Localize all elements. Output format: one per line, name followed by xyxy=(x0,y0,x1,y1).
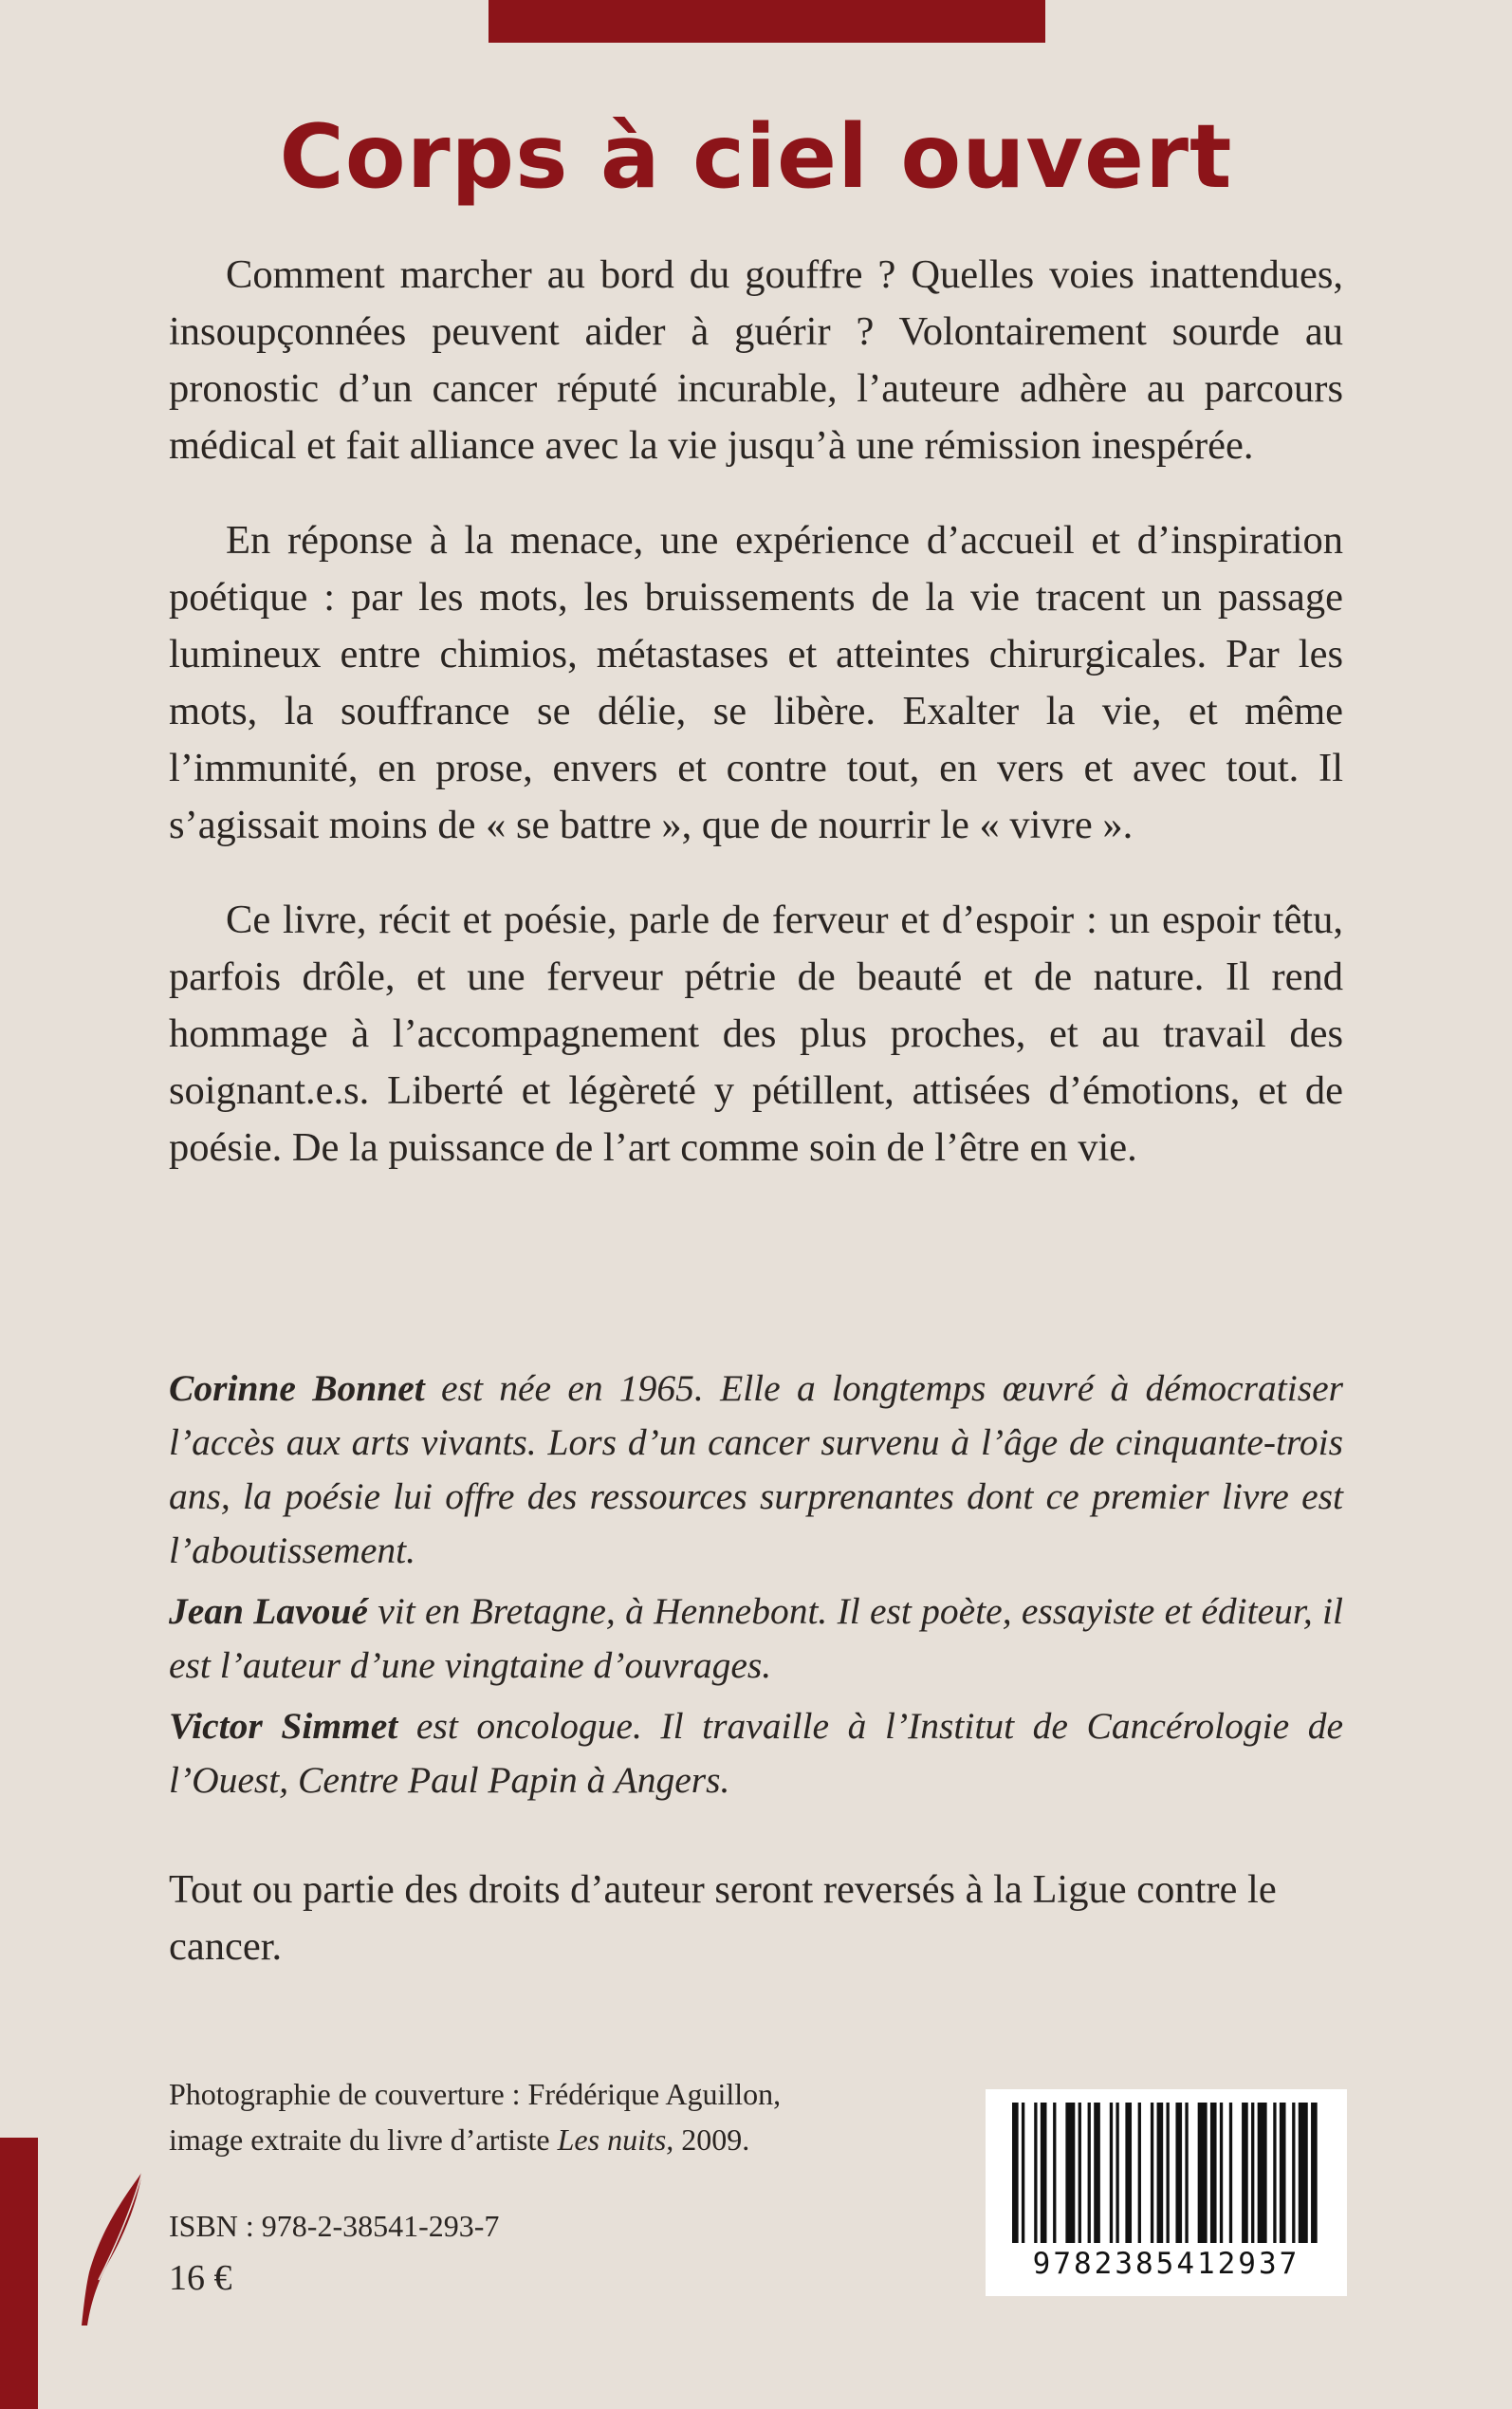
barcode-bar xyxy=(1138,2103,1141,2243)
barcode-bar xyxy=(1185,2103,1188,2243)
credit-line-1: Photographie de couverture : Frédérique Aguillon, xyxy=(169,2077,782,2111)
bio-name: Corinne Bonnet xyxy=(169,1367,425,1409)
bio-victor-simmet xyxy=(169,1699,1343,1807)
rights-notice: Tout ou partie des droits d’auteur seront reversés à la Ligue contre le cancer. xyxy=(169,1867,1277,1969)
side-color-band xyxy=(0,2138,38,2409)
cover-photo-credit xyxy=(169,2071,928,2162)
isbn-barcode xyxy=(986,2089,1347,2296)
credit-prefix: image extraite du livre d’artiste xyxy=(169,2122,558,2157)
barcode-bar xyxy=(1053,2103,1056,2243)
barcode-bar xyxy=(1157,2103,1164,2243)
summary-paragraph: Ce livre, récit et poésie, parle de ferveur et d’espoir : un espoir têtu, parfois drôle, et une ferveur pétrie de beauté et de nature. Il rend hommage à l’accompagnement des plus proches, et au travail des soignant.e.s. Liberté et légèreté y pétillent, attisées d’émotions, et de poésie. De la puissance de l’art comme soin de l’être en vie. xyxy=(169,898,1343,1170)
barcode-bar xyxy=(1210,2103,1217,2243)
barcode-bar xyxy=(1125,2103,1132,2243)
price-text: 16 € xyxy=(169,2258,232,2298)
barcode-number: 9782385412937 xyxy=(1032,2247,1300,2281)
barcode-bar xyxy=(1094,2103,1100,2243)
barcode-bar xyxy=(1088,2103,1091,2243)
book-title: Corps à ciel ouvert xyxy=(279,105,1233,208)
barcode-bar xyxy=(1251,2103,1254,2243)
feather-logo-icon xyxy=(74,2168,159,2329)
barcode-bar xyxy=(1280,2103,1286,2243)
bio-jean-lavoue xyxy=(169,1584,1343,1693)
barcode-bar xyxy=(1229,2103,1232,2243)
book-summary xyxy=(169,247,1343,1214)
barcode-bar xyxy=(1022,2103,1024,2243)
bio-text: est née en 1965. Elle a longtemps œuvré à démocratiser l’accès aux arts vivants. Lors d’un cancer survenu à l’âge de cinquante-trois ans, la poésie lui offre des ressources surprenantes dont ce premier livre est l’aboutissement. xyxy=(169,1367,1343,1571)
author-bios xyxy=(169,1362,1343,1814)
bio-text: est oncologue. Il travaille à l’Institut de Cancérologie de l’Ouest, Centre Paul Papin à Angers. xyxy=(169,1705,1344,1801)
bio-name: Jean Lavoué xyxy=(169,1590,368,1632)
summary-paragraph: Comment marcher au bord du gouffre ? Quelles voies inattendues, insoupçonnées peuvent aider à guérir ? Volontairement sourde au pronostic d’un cancer réputé incurable, l’auteure adhère au parcours médical et fait alliance avec la vie jusqu’à une rémission inespérée. xyxy=(169,252,1343,468)
barcode-bar xyxy=(1065,2103,1075,2243)
barcode-bar xyxy=(1258,2103,1267,2243)
barcode-bar xyxy=(1151,2103,1153,2243)
bio-corinne-bonnet xyxy=(169,1362,1343,1578)
barcode-bar xyxy=(1299,2103,1308,2243)
credit-work-title: Les nuits, xyxy=(557,2122,674,2157)
bio-text: vit en Bretagne, à Hennebont. Il est poète, essayiste et éditeur, il est l’auteur d’une vingtaine d’ouvrages. xyxy=(169,1590,1343,1686)
barcode-bar xyxy=(1198,2103,1208,2243)
summary-paragraph: En réponse à la menace, une expérience d’accueil et d’inspiration poétique : par les mots, les bruissements de la vie tracent un passage lumineux entre chimios, métastases et atteintes chirurgicales. Par les mots, la souffrance se délie, se libère. Exalter la vie, et même l’immunité, en prose, envers et contre tout, en vers et avec tout. Il s’agissait moins de « se battre », que de nourrir le « vivre ». xyxy=(169,518,1343,847)
barcode-bar xyxy=(1175,2103,1182,2243)
barcode-bar xyxy=(1034,2103,1037,2243)
barcode-bar xyxy=(1220,2103,1223,2243)
barcode-bar xyxy=(1242,2103,1248,2243)
barcode-bar xyxy=(1041,2103,1047,2243)
barcode-bar xyxy=(1167,2103,1170,2243)
barcode-bar xyxy=(1012,2103,1019,2243)
bio-name: Victor Simmet xyxy=(169,1705,398,1747)
top-color-band xyxy=(489,0,1045,43)
credit-suffix: 2009. xyxy=(673,2122,750,2157)
barcode-bar xyxy=(1273,2103,1276,2243)
barcode-bar xyxy=(1079,2103,1081,2243)
barcode-bar xyxy=(1292,2103,1295,2243)
credit-line-2 xyxy=(169,2117,928,2162)
isbn-text: ISBN : 978-2-38541-293-7 xyxy=(169,2209,500,2243)
barcode-bar xyxy=(1110,2103,1113,2243)
barcode-bar xyxy=(1311,2103,1318,2243)
barcode-bar xyxy=(1116,2103,1118,2243)
